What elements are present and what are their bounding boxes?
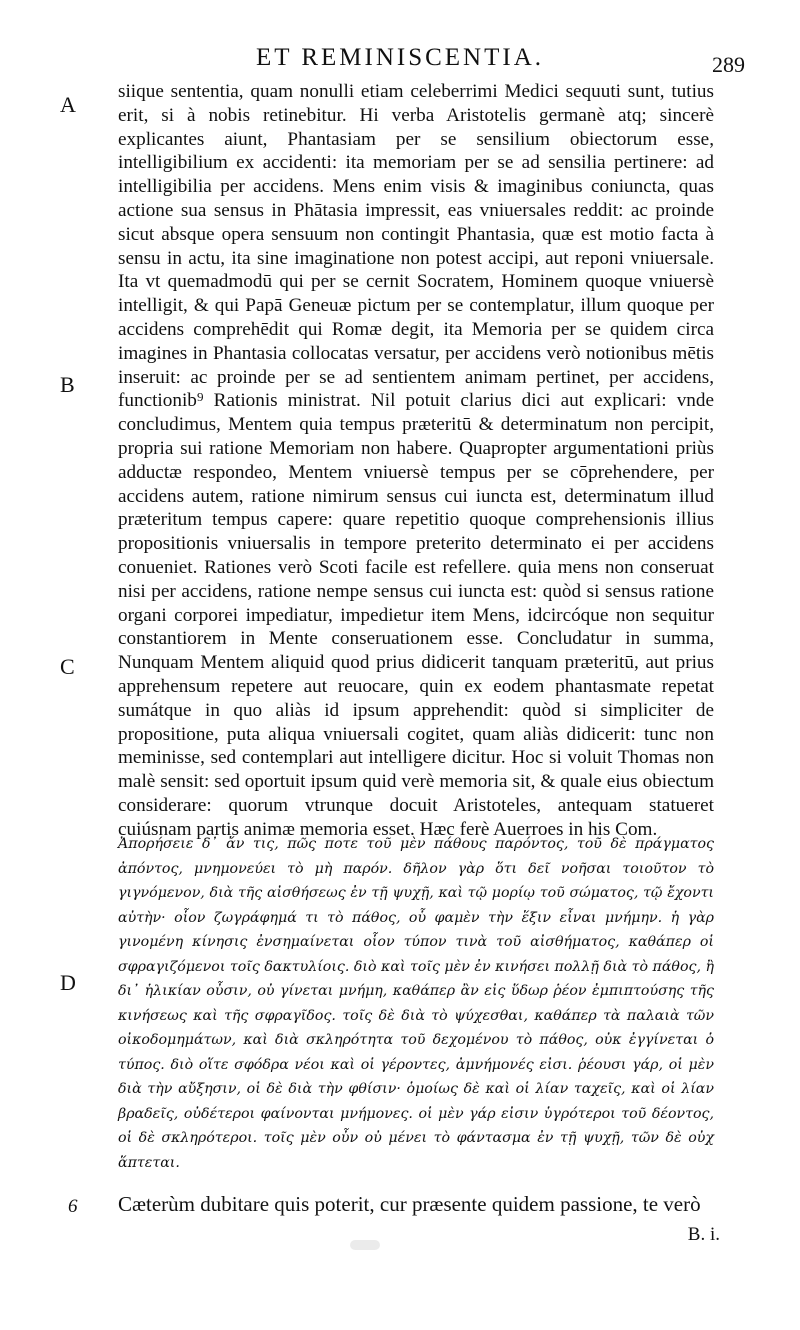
catchline: Cæterùm dubitare quis poterit, cur præsente quidem passione, te verò: [118, 1192, 701, 1216]
margin-letter-c: C: [60, 654, 75, 679]
greek-quotation-text: Ἀπορήσειε δ᾽ ἄν τις, πῶς ποτε τοῦ μὲν πάθους παρόντος, τοῦ δὲ πράγματος ἀπόντος, μνημονεύει τὸ μὴ παρόν. δῆλον γὰρ ὅτι δεῖ νοῆσαι τοιοῦτον τὸ γιγνόμενον, διὰ τῆς αἰσθήσεως ἐν τῇ ψυχῇ, καὶ τῷ μορίῳ τοῦ σώματος, τῷ ἔχοντι αὐτὴν· οἷον ζωγράφημά τι τὸ πάθος, οὗ φαμὲν τὴν ἕξιν εἶναι μνήμην. ἡ γὰρ γινομένη κίνησις ἐνσημαίνεται οἷον τύπον τινὰ τοῦ αἰσθήματος, καθάπερ οἱ σφραγιζόμενοι τοῖς δακτυλίοις. διὸ καὶ τοῖς μὲν ἐν κινήσει πολλῇ διὰ τὸ πάθος, ἢ δι᾽ ἡλικίαν οὖσιν, οὐ γίνεται μνήμη, καθάπερ ἂν εἰς ὕδωρ ῥέον ἐμπιπτούσης τῆς κινήσεως καὶ τῆς σφραγῖδος. τοῖς δὲ διὰ τὸ ψύχεσθαι, καθάπερ τὰ παλαιὰ τῶν οἰκοδομημάτων, καὶ διὰ σκληρότητα τοῦ δεχομένου τὸ πάθος, οὐκ ἐγγίνεται ὁ τύπος. διὸ οἵτε σφόδρα νέοι καὶ οἱ γέροντες, ἀμνήμονές εἰσι. ῥέουσι γάρ, οἱ μὲν διὰ τὴν αὔξησιν, οἱ δὲ διὰ τὴν φθίσιν· ὁμοίως δὲ καὶ οἱ λίαν ταχεῖς, καὶ οἱ λίαν βραδεῖς, οὐδέτεροι φαίνονται μνήμονες. οἱ μὲν γάρ εἰσιν ὑγρότεροι τοῦ δέοντος, οἱ δὲ σκληρότεροι. τοῖς μὲν οὖν οὐ μένει τὸ φάντασμα ἐν τῇ ψυχῇ, τῶν δὲ οὐχ ἅπτεται.: [118, 836, 714, 1171]
section-number: 6: [68, 1196, 78, 1217]
margin-letter-b: B: [60, 372, 75, 397]
page-number: 289: [712, 52, 745, 77]
ink-smudge: [350, 1240, 380, 1250]
signature-mark: B. i.: [687, 1224, 720, 1245]
latin-commentary-text: siique sententia, quam nonulli etiam celeberrimi Medici sequuti sunt, tutius erit, si à nobis retinebitur. Hi verba Aristotelis germanè atq; sincerè explicantes aiunt, Phantasiam per se sensilium obiectorum esse, intelligibilium ex accidenti: ita memoriam per se ad sensilia pertinere: ad intelligibilia per accidens. Mens enim visis & imaginibus coniuncta, quas actione sua sensus in Phātasia impressit, eas vniuersales reddit: ac proinde sicut absque opera sensuum non contingit Phantasia, quæ est motio facta à sensu in actu, ita sine imaginatione non potest accipi, aut reponi vniuersale. Ita vt quemadmodū qui per se cernit Socratem, Hominem quoque vniuersè intelligit, & qui Papā Geneuæ pictum per se contemplatur, illum quoque per accidens comprehēdit qui Romæ degit, ita Memoria per se quidem circa imagines in Phantasia collocatas versatur, per accidens verò notionibus mētis inseruit: ac proinde per se ad sentientem animam pertinet, per accidens, functionib⁹ Rationis ministrat. Nil potuit clarius dici aut explicari: vnde concludimus, Mentem quia tempus præteritū & determinatum non percipit, propria sui ratione Memoriam non habere. Quapropter argumentationi priùs adductæ respondeo, Mentem vniuersè tempus per se cōprehendere, per accidens autem, ratione nimirum sensus cui iuncta est, determinatum illud præteritum tempus capere: quare repetitio quoque comprehensionis illius propositionis vniuersalis in tempore preterito determinato ei per accidens conueniet. Rationes verò Scoti facile est refellere. quia mens non conseruat nisi per accidens, ratione nempe sensus cui iuncta est: quòd si sensus ratione organi corporei impediatur, impedietur item Mens, idcircóque non sequitur constantiorem in Mente conseruationem esse. Concludatur in summa, Nunquam Mentem aliquid quod prius didicerit tanquam præteritū, aut prius apprehensum repetere aut reuocare, quin ex eodem phantasmate repetat sumátque in quo aliàs id ipsum apprehendit: quòd si simpliciter de propositione, puta aliqua vniuersali cogitet, quam aliàs didicerit: tunc non meminisse, sed contemplari aut intelligere dicitur. Hoc si voluit Thomas non malè sensit: sed oportuit ipsum quid verè memoria sit, & quale eius obiectum considerare: quorum vtrunque docuit Aristoteles, antequam statueret cuiúsnam partis animæ memoria esset. Hæc ferè Auerroes in his Com.: [118, 81, 714, 840]
running-title: ET REMINISCENTIA.: [255, 44, 545, 71]
margin-letter-a: A: [60, 92, 76, 117]
margin-letter-d: D: [60, 970, 76, 995]
